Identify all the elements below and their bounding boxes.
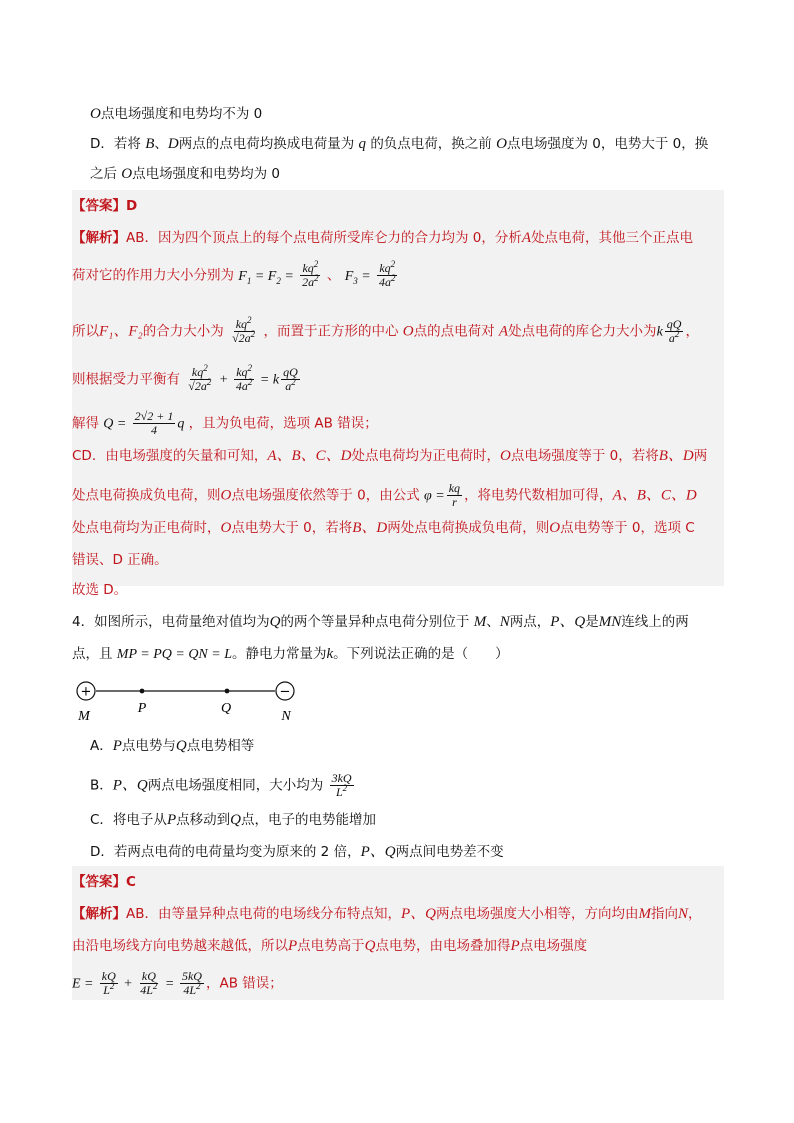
text: 指向: [651, 906, 678, 922]
answer-label: 【答案】: [72, 198, 126, 214]
symbol-P: P: [510, 938, 520, 954]
fraction: $\frac{kq^2}{√2a^2}$: [232, 315, 256, 345]
equals-sign: =: [165, 976, 174, 992]
text: 4．如图所示，电荷量绝对值均为: [72, 614, 270, 630]
symbol-PQ: P、Q: [112, 777, 148, 794]
text: A．: [90, 738, 113, 754]
analysis-label: 【解析】: [72, 230, 126, 246]
symbol-O: O: [121, 166, 133, 182]
symbol-B: B: [145, 136, 155, 152]
text: 点电场强度依然等于 0，由公式: [231, 487, 420, 504]
label-M: M: [78, 709, 90, 724]
fraction: $\frac{qQ}{a^2}$: [283, 365, 298, 393]
formula-distances: MP = PQ = QN = L: [116, 647, 232, 662]
symbol-O: O: [549, 520, 561, 536]
symbol-M: M: [638, 906, 651, 922]
analysis-q4-line2: [72, 936, 587, 956]
text: 是: [585, 614, 599, 630]
text: 处点电荷的库仑力大小为: [508, 323, 657, 340]
text: 两: [693, 448, 708, 464]
answer-value: D: [126, 198, 138, 214]
text: ，AB 错误；: [205, 975, 283, 992]
text: 两点电场强度相同，大小均为: [147, 777, 324, 794]
q4-option-b: [90, 772, 356, 799]
analysis-q3-line2: [72, 259, 400, 289]
text: 点，且: [72, 646, 113, 662]
text: CD．由电场强度的矢量和可知，: [72, 448, 268, 464]
text: 荷对它的作用力大小分别为: [72, 267, 234, 284]
text: 。静电力常量为: [232, 646, 327, 662]
text: 点电场强度和电势均不为 0: [100, 106, 263, 122]
formula-Q: Q =: [103, 416, 127, 432]
symbol-k: k: [272, 372, 280, 388]
symbol-ABCD: A、B、C、D: [612, 487, 697, 504]
analysis-q3-line3: [72, 315, 699, 345]
text: B．: [90, 777, 113, 794]
text: C．将电子从: [90, 812, 167, 828]
fraction: $\frac{3kQ}{L^2}$: [331, 771, 352, 799]
text: 点的点电荷对: [413, 323, 495, 340]
symbol-q: q: [177, 416, 185, 432]
text: 点移动到: [176, 812, 231, 828]
analysis-q4-line3: [72, 970, 283, 997]
text: D．若两点电荷的电荷量均变为原来的 2 倍，: [90, 844, 361, 860]
text: 点电场强度: [519, 938, 588, 954]
analysis-q3-conclusion: 故选 D。: [72, 582, 128, 598]
fraction: $\frac{2√2 + 1}{4}$: [134, 409, 174, 437]
text: ，将电势代数相加可得，: [464, 487, 613, 504]
answer-value: C: [126, 874, 136, 890]
text: 则根据受力平衡有: [72, 371, 180, 388]
q4-stem-line2: [72, 644, 509, 665]
symbol-q: q: [358, 136, 367, 152]
text: 点，电子的电势能增加: [240, 812, 376, 828]
text: ，而置于正方形的中心: [263, 323, 399, 340]
q3-option-d-line1: [90, 134, 708, 154]
symbol-M: M: [473, 614, 487, 630]
text: AB．因为四个顶点上的每个点电荷所受库仑力的合力均为 0，分析: [126, 230, 522, 246]
plus-sign: +: [124, 976, 132, 992]
symbol-PQ: P、Q: [550, 614, 586, 630]
symbol-PQ: P、Q: [360, 844, 396, 860]
text: AB．由等量异种点电荷的电场线分布特点知，: [126, 906, 401, 922]
text: 两点，: [509, 614, 551, 630]
symbol-P: P: [112, 738, 122, 754]
sep: 、: [486, 614, 500, 630]
symbol-O: O: [500, 448, 511, 464]
text: 处点电荷均为正电荷时，: [72, 520, 221, 536]
symbol-O: O: [496, 136, 507, 152]
symbol-Q: Q: [230, 812, 241, 828]
symbol-BD: B、D: [658, 448, 694, 464]
symbol-k: k: [656, 324, 663, 340]
fraction: $\frac{kq^2}{2a^2}$: [302, 259, 319, 289]
text: 的合力大小为: [142, 323, 224, 340]
answer-label: 【答案】: [72, 874, 126, 890]
text: 点电势大于 0，若将: [231, 520, 353, 536]
analysis-q3-line5: [72, 410, 378, 437]
text: 的两个等量异种点电荷分别位于: [280, 614, 470, 630]
analysis-q3-line9: 错误、D 正确。: [72, 552, 168, 568]
symbol-A: A: [498, 323, 509, 340]
text: 两点间电势差不变: [395, 844, 504, 860]
formula-f1-f2: $F_1 = F_2$ =: [238, 268, 294, 286]
label-Q: Q: [220, 701, 232, 716]
formula-f3: $F_3$ =: [344, 268, 371, 286]
text: 。下列说法正确的是（ ）: [333, 646, 509, 662]
text: 两处点电荷换成负电荷，则: [387, 520, 550, 536]
symbol-O: O: [220, 520, 232, 536]
sep: 、: [326, 267, 341, 284]
fraction: $\frac{kQ}{4L^2}$: [140, 969, 158, 997]
q4-option-a: [90, 736, 254, 756]
text: D．若将: [90, 136, 141, 152]
q4-option-c: [90, 810, 376, 830]
text: 点电势相等: [186, 738, 255, 754]
plus-label: +: [80, 684, 92, 700]
symbol-Q: Q: [269, 614, 281, 630]
text: 点电场强度为 0，电势大于 0，换: [506, 136, 709, 152]
fraction: $\frac{kq^2}{√2a^2}$: [188, 363, 212, 393]
text: 两点的点电荷均换成电荷量为: [178, 136, 355, 152]
fraction: $\frac{5kQ}{4L^2}$: [181, 969, 202, 997]
symbol-O: O: [402, 323, 414, 340]
symbol-A: A: [521, 230, 532, 246]
symbol-k: k: [326, 646, 334, 662]
text: 之后: [90, 166, 117, 182]
text: 解得: [72, 415, 99, 432]
answer-q4: [72, 872, 136, 892]
sep: ，: [688, 906, 702, 922]
analysis-q3-line1: [72, 228, 693, 248]
sep: ，: [685, 323, 699, 340]
analysis-q3-line7: [72, 482, 697, 509]
text: 点电场强度和电势均为 0: [132, 166, 281, 182]
analysis-q3-line8: [72, 518, 695, 538]
text: 点电势等于 0，选项 C: [560, 520, 695, 536]
analysis-q4-line1: [72, 904, 702, 924]
text: 点电势与: [121, 738, 176, 754]
symbol-D: D: [167, 136, 179, 152]
label-P: P: [137, 701, 147, 716]
label-N: N: [281, 709, 291, 724]
charge-line-diagram: [74, 678, 304, 724]
symbol-F1F2: F₁、F₂: [99, 323, 143, 340]
text: 处点电荷，其他三个正点电: [531, 230, 694, 246]
fraction: $\frac{kq^2}{4a^2}$: [379, 259, 396, 289]
text: 点电场强度等于 0，若将: [510, 448, 659, 464]
text: ，且为负电荷，选项 AB 错误；: [188, 415, 378, 432]
text: 两点电场强度大小相等，方向均由: [436, 906, 639, 922]
text: 的负点电荷，换之前: [370, 136, 492, 152]
q4-stem-line1: [72, 612, 689, 632]
minus-label: −: [279, 684, 291, 700]
text: 点电势，由电场叠加得: [375, 938, 511, 954]
analysis-label: 【解析】: [72, 906, 126, 922]
fraction: $\frac{kq^2}{4a^2}$: [235, 363, 253, 393]
fraction: $\frac{kQ}{L^2}$: [101, 969, 116, 997]
text: 处点电荷换成负电荷，则: [72, 487, 221, 504]
point-Q: [225, 689, 230, 694]
analysis-q3-line6: [72, 446, 707, 466]
symbol-Q: Q: [175, 738, 187, 754]
formula-E: E =: [72, 976, 94, 992]
symbol-N: N: [499, 614, 510, 630]
text: 处点电荷均为正电荷时，: [351, 448, 500, 464]
plus-sign: +: [219, 372, 228, 388]
symbol-N: N: [678, 906, 689, 922]
symbol-O: O: [90, 106, 101, 122]
text: 连线上的两: [621, 614, 689, 630]
symbol-PQ: P、Q: [401, 906, 436, 922]
analysis-q3-line4: [72, 363, 302, 393]
symbol-BD: B、D: [352, 520, 388, 536]
answer-q3: [72, 196, 137, 216]
text: 所以: [72, 323, 99, 340]
equals-sign: =: [260, 372, 269, 388]
point-P: [140, 689, 145, 694]
text: 由沿电场线方向电势越来越低，所以: [72, 938, 288, 954]
fraction: $\frac{kq}{r}$: [448, 481, 461, 509]
symbol-P: P: [166, 812, 177, 828]
q3-option-c-continuation: [90, 104, 262, 124]
symbol-MN: MN: [598, 614, 622, 630]
sep: 、: [154, 136, 168, 152]
fraction: $\frac{qQ}{a^2}$: [666, 317, 682, 345]
symbol-ABCD: A、B、C、D: [267, 448, 352, 464]
text: 点电势高于: [297, 938, 365, 954]
q3-option-d-line2: [90, 164, 280, 184]
symbol-O: O: [220, 487, 232, 504]
symbol-P: P: [288, 938, 298, 954]
symbol-Q: Q: [364, 938, 376, 954]
formula-phi: φ =: [424, 488, 445, 504]
q4-option-d: [90, 842, 504, 862]
